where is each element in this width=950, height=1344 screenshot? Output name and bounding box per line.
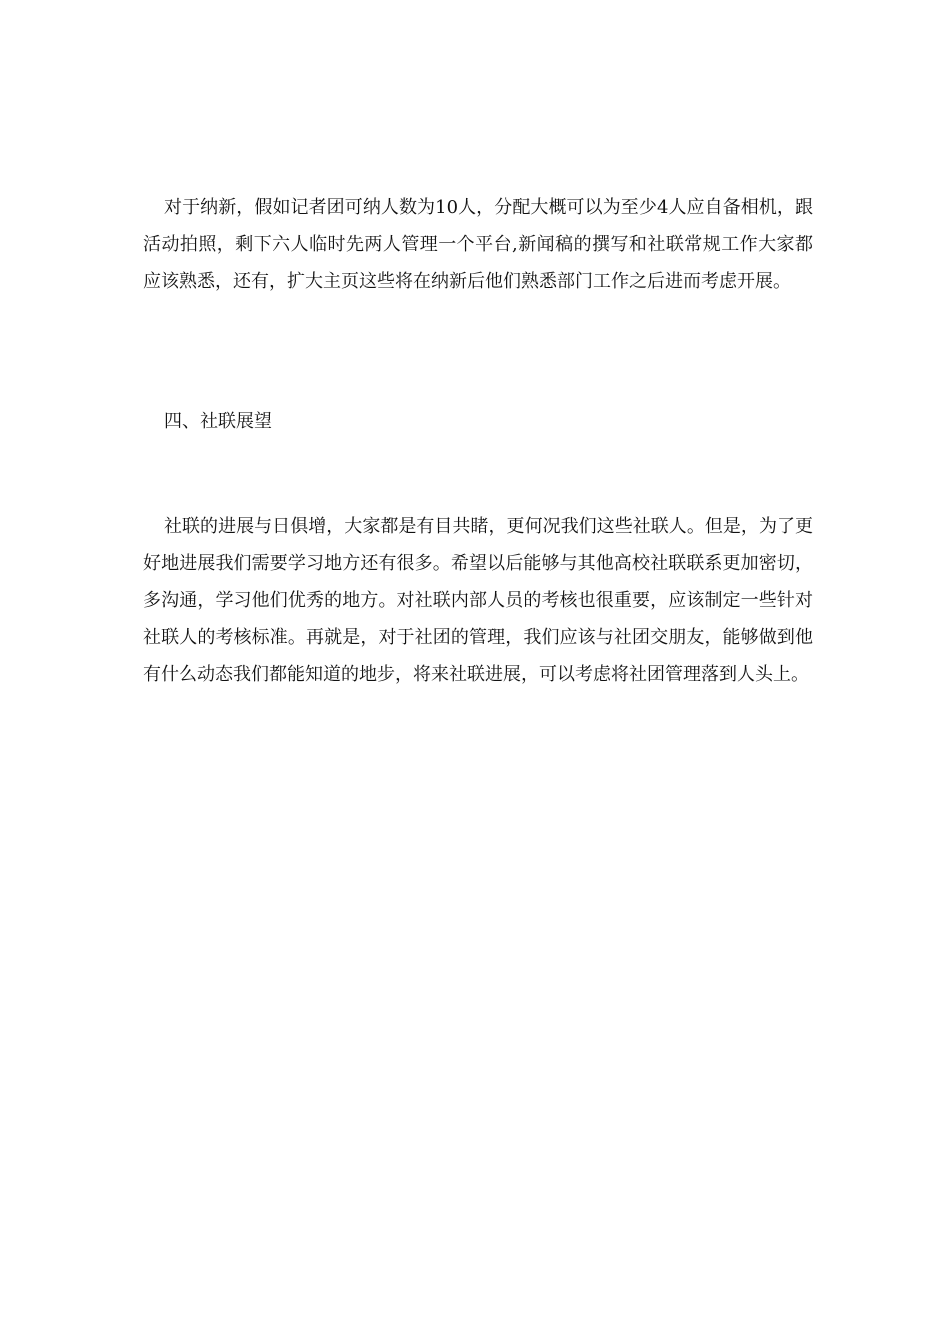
section-heading-outlook: 四、社联展望 <box>164 411 272 432</box>
paragraph-recruitment: 对于纳新，假如记者团可纳人数为10人，分配大概可以为至少4人应自备相机，跟活动拍照，剩下六人临时先两人管理一个平台,新闻稿的撰写和社联常规工作大家都应该熟悉，还有，扩大主页这些将在纳新后他们熟悉部门工作之后进而考虑开展。 <box>143 197 813 292</box>
paragraph-outlook: 社联的进展与日俱增，大家都是有目共睹，更何况我们这些社联人。但是，为了更好地进展我们需要学习地方还有很多。希望以后能够与其他高校社联联系更加密切，多沟通，学习他们优秀的地方。对社联内部人员的考核也很重要，应该制定一些针对社联人的考核标准。再就是，对于社团的管理，我们应该与社团交朋友，能够做到他有什么动态我们都能知道的地步，将来社联进展，可以考虑将社团管理落到人头上。 <box>143 516 813 685</box>
